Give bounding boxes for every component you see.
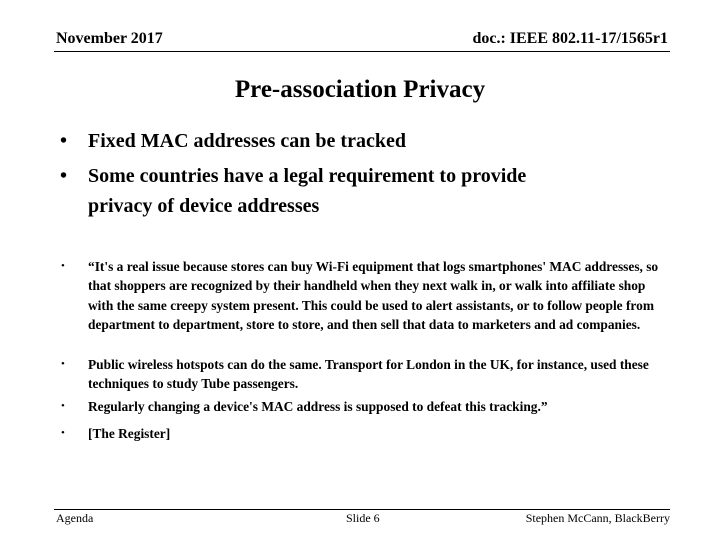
bullet-marker: • [61,427,65,439]
bullet-marker: • [61,358,65,370]
bullet-public-hotspots: Public wireless hotspots can do the same. Transport for London in the UK, for instance, used these techniques to study Tube passengers. [88,357,649,392]
bullet-marker: • [60,165,68,187]
header-rule [54,51,670,52]
footer-author: Stephen McCann, BlackBerry [525,511,670,525]
bullet-quote-stores: “It's a real issue because stores can buy Wi-Fi equipment that logs smartphones' MAC addresses, so that shoppers are recognized by their handheld when they next walk in, or walk into affiliate shop with the same creepy system present. This could be used to alert assistants, or to follow people from department to department, store to store, and then sell that data to marketers and ad companies. [88,259,659,333]
bullet-legal-requirement-line2: privacy of device addresses [88,195,320,217]
bullet-changing-mac: Regularly changing a device's MAC address is supposed to defeat this tracking.” [88,399,548,414]
bullet-marker: • [61,400,65,412]
slide-title: Pre-association Privacy [234,76,486,103]
footer-rule [54,509,670,510]
bullet-legal-requirement-line1: Some countries have a legal requirement to provide [88,165,527,187]
footer-agenda: Agenda [56,511,94,525]
bullet-fixed-mac: Fixed MAC addresses can be tracked [88,130,406,152]
footer-slide-number: Slide 6 [346,511,380,525]
bullet-marker: • [61,260,65,272]
header-doc-id: doc.: IEEE 802.11-17/1565r1 [472,30,668,47]
bullet-source: [The Register] [88,426,171,441]
bullet-marker: • [60,130,68,152]
header-date: November 2017 [56,30,163,47]
